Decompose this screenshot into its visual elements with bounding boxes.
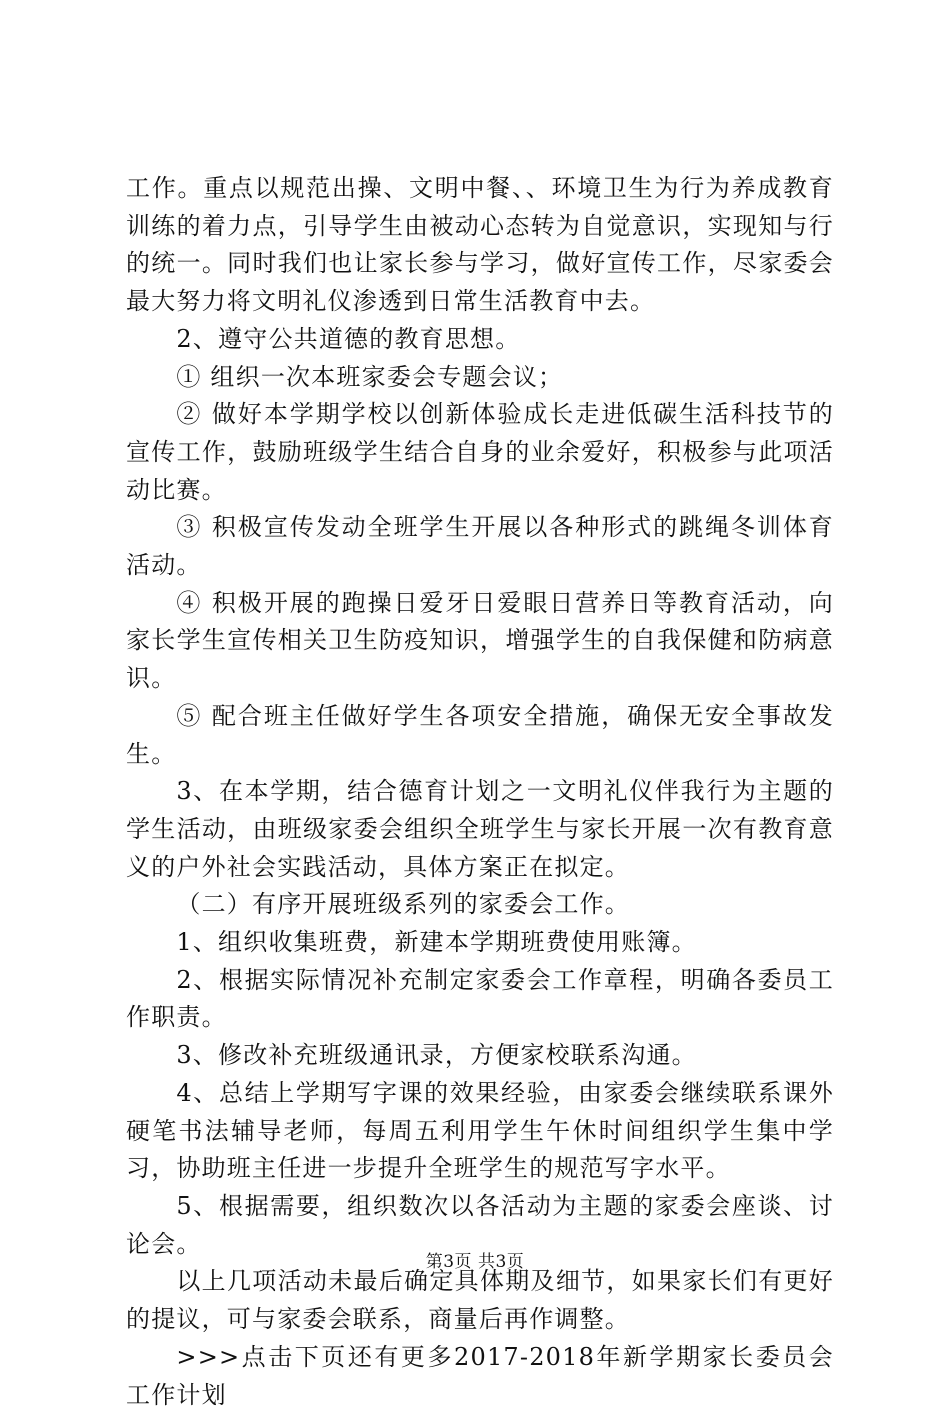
paragraph-task-3: 3、修改补充班级通讯录，方便家校联系沟通。 (176, 1041, 697, 1070)
paragraph-task-4: 4、总结上学期写字课的效果经验，由家委会继续联系课外硬笔书法辅导老师，每周五利用学生午休时间组织学生集中学习，协助班主任进一步提升全班学生的规范写字水平。 (126, 1078, 834, 1183)
document-body (126, 170, 834, 1414)
paragraph-task-5: 5、根据需要，组织数次以各活动为主题的家委会座谈、讨论会。 (126, 1191, 834, 1258)
paragraph-task-2: 2、根据实际情况补充制定家委会工作章程，明确各委员工作职责。 (126, 965, 834, 1032)
next-page-link[interactable]: >>>点击下页还有更多2017-2018年新学期家长委员会工作计划 (126, 1342, 834, 1409)
paragraph-task-1: 1、组织收集班费，新建本学期班费使用账簿。 (176, 928, 697, 957)
paragraph-subitem-4: ④ 积极开展的跑操日爱牙日爱眼日营养日等教育活动，向家长学生宣传相关卫生防疫知识，增强学生的自我保健和防病意识。 (126, 588, 834, 693)
paragraph-closing-note: 以上几项活动未最后确定具体期及细节，如果家长们有更好的提议，可与家委会联系，商量后再作调整。 (126, 1267, 834, 1334)
paragraph-continuation: 工作。重点以规范出操、文明中餐、、环境卫生为行为养成教育训练的着力点，引导学生由被动心态转为自觉意识，实现知与行的统一。同时我们也让家长参与学习，做好宣传工作，尽家委会最大努力将文明礼仪渗透到日常生活教育中去。 (126, 174, 834, 316)
paragraph-item-2-heading: 2、遵守公共道德的教育思想。 (176, 324, 521, 353)
paragraph-item-3: 3、在本学期，结合德育计划之一文明礼仪伴我行为主题的学生活动，由班级家委会组织全班学生与家长开展一次有教育意义的户外社会实践活动，具体方案正在拟定。 (126, 777, 834, 881)
paragraph-subitem-2: ② 做好本学期学校以创新体验成长走进低碳生活科技节的宣传工作，鼓励班级学生结合自身的业余爱好，积极参与此项活动比赛。 (126, 400, 834, 504)
paragraph-subitem-5: ⑤ 配合班主任做好学生各项安全措施，确保无安全事故发生。 (126, 701, 834, 768)
paragraph-subitem-3: ③ 积极宣传发动全班学生开展以各种形式的跳绳冬训体育活动。 (126, 513, 834, 580)
page-number-footer: 第3页 共3页 (425, 1252, 525, 1272)
section-heading-2: （二）有序开展班级系列的家委会工作。 (176, 890, 630, 919)
paragraph-subitem-1: ① 组织一次本班家委会专题会议； (176, 362, 564, 391)
